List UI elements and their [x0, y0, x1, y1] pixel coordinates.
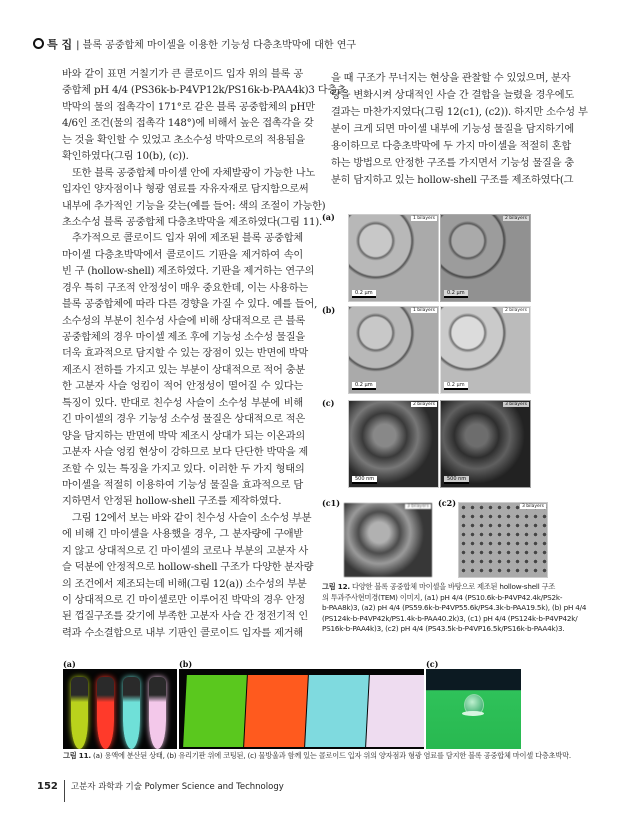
journal-name: 고분자 과학과 기술 Polymer Science and Technology	[70, 782, 284, 792]
bilayer-tag: 2 bilayers	[504, 308, 527, 313]
panel-label-a: (a)	[322, 212, 335, 222]
tem-image-b2	[440, 306, 531, 394]
scale-bar: 0.2 μm	[444, 382, 468, 390]
text-line: 4/6인 조건(물의 접촉각 148°)에 비해서 높은 접촉각을 갖	[62, 118, 314, 130]
text-line: 내부에 추가적인 기능을 갖는(예를 들어: 색의 조절이 가능한)	[62, 200, 326, 212]
text-line: 슬 덕분에 안정적으로 hollow-shell 구조가 다양한 분자량	[62, 562, 314, 574]
tem-image-c2	[458, 502, 548, 578]
tem-image-c1	[343, 502, 433, 578]
bilayer-tag: 2 bilayers	[504, 216, 527, 221]
text-line: 을 때 구조가 무너지는 현상을 관찰할 수 있었으며, 분자	[331, 73, 571, 84]
text-line: 바와 같이 표면 거칠기가 큰 콜로이드 입자 위의 블록 공	[62, 69, 303, 80]
text-line: 량을 변화시켜 상대적인 사슬 간 결합을 늘렸을 경우에도	[331, 90, 575, 101]
bilayer-tag: 3 bilayers	[504, 402, 527, 407]
coated-slide	[366, 675, 424, 747]
scale-bar: 500 nm	[352, 476, 377, 484]
right-column-text	[331, 70, 588, 189]
panel-label-c: (c)	[426, 659, 439, 669]
text-line: 마이셀 다층초박막에서 콜로이드 기판을 제거하여 속이	[62, 249, 303, 261]
photo-water-droplet	[426, 669, 521, 749]
panel-label-b: (b)	[322, 305, 336, 315]
text-line: 된 껍질구조를 갖기에 부족한 고분자 사슬 간 정전기적 인	[62, 611, 309, 623]
panel-label-c2: (c2)	[438, 498, 457, 508]
text-line: 빈 구 (hollow-shell) 제조하였다. 기판을 제거하는 연구의	[62, 266, 315, 278]
header-divider: |	[76, 40, 83, 51]
page-number: 152	[37, 781, 58, 792]
text-line: 박막의 물의 접촉각이 171°로 같은 블록 공중합체의 pH만	[62, 101, 315, 113]
text-line: 또한 블록 공중합체 마이셀 안에 자체발광이 가능한 나노	[72, 167, 316, 179]
droplet-reflection	[462, 711, 484, 716]
text-line: 추가적으로 콜로이드 입자 위에 제조된 블록 공중합체	[72, 233, 303, 245]
caption-text: (a) 용액에 분산된 상태, (b) 유리기판 위에 코팅된, (c) 물방울과 함께 있는 콜로이드 입자 위의 양자점과 형광 염료를 담지한 블록 공중합체 마이셀 다층초박막.	[90, 751, 571, 760]
text-line: 결과는 마찬가지였다(그림 12(c1), (c2)). 하지만 소수성 부	[331, 107, 588, 118]
caption-label: 그림 12.	[322, 582, 350, 591]
footer-divider	[64, 780, 65, 802]
coated-slide	[183, 675, 247, 747]
text-line: 그림 12에서 보는 바와 같이 친수성 사슬이 소수성 부분	[72, 512, 312, 524]
text-line: 의 조건에서 제조되는데 비해(그림 12(a)) 소수성의 부분	[62, 578, 307, 590]
text-line: 하는 방법으로 안정한 구조를 가지면서 기능성 물질을 충	[331, 158, 575, 169]
scale-bar: 0.2 μm	[444, 290, 468, 298]
figure-11-caption	[63, 751, 571, 762]
caption-label: 그림 11.	[63, 751, 91, 760]
caption-line: 다양한 블록 공중합체 마이셀을 바탕으로 제조된 hollow-shell 구조	[349, 582, 556, 591]
fluorescent-vial	[149, 677, 166, 749]
caption-line: 의 투과주사현미경(TEM) 이미지, (a1) pH 4/4 (PS10.6k-b-P4VP42.4k/PS2k-	[322, 592, 563, 602]
text-line: 조할 수 있는 특징을 가지고 있다. 이러한 두 가지 형태의	[62, 463, 305, 475]
figure-12-caption	[322, 582, 586, 635]
bilayer-tag: 3 bilayers	[406, 504, 429, 509]
panel-label-c: (c)	[322, 398, 335, 408]
scale-bar: 0.2 μm	[352, 290, 376, 298]
panel-label-b: (b)	[179, 659, 193, 669]
text-line: 지하면서 안정된 hollow-shell 구조를 제작하였다.	[62, 496, 282, 508]
circle-bullet-icon	[33, 38, 44, 49]
text-line: 중합체 pH 4/4 (PS36k-b-P4VP12k/PS16k-b-PAA4k)3 다층초	[62, 85, 347, 97]
text-line: 더욱 효과적으로 담지할 수 있는 장점이 있는 반면에 박막	[62, 348, 309, 360]
photo-coated-slides	[179, 669, 424, 749]
text-line: 공중합체의 경우 마이셀 제조 후에 기능성 소수성 물질을	[62, 332, 306, 343]
text-line: 분히 담지하고 있는 hollow-shell 구조를 제조하였다(그	[331, 175, 574, 186]
text-line: 에 비해 긴 마이셀을 사용했을 경우, 그 분자량에 구애받	[62, 529, 303, 541]
fluorescent-vial	[71, 677, 88, 749]
tem-image-a2	[440, 214, 531, 302]
text-line: 양을 담지하는 반면에 박막 제조시 상대가 되는 이온과의	[62, 430, 306, 442]
text-line: 마이셀을 적절히 이용하여 기능성 물질을 효과적으로 담	[62, 479, 303, 491]
bilayer-tag: 2 bilayers	[412, 402, 435, 407]
scale-bar: 0.2 μm	[352, 382, 376, 390]
text-line: 지 않고 상대적으로 긴 마이셀의 코로나 부분의 고분자 사	[62, 545, 309, 557]
tem-image-a1	[348, 214, 439, 302]
text-line: 특징이 있다. 반대로 친수성 사슬이 소수성 부분에 비해	[62, 397, 303, 409]
bilayer-tag: 1 bilayers	[412, 216, 435, 221]
text-line: 확인하였다(그림 10(b), (c)).	[62, 151, 189, 163]
text-line: 이 상대적으로 긴 마이셀로만 이루어진 박막의 경우 안정	[62, 595, 306, 606]
text-line: 경우 특히 구조적 안정성이 매우 중요한데, 이는 사용하는	[62, 282, 309, 294]
section-label: 특 집	[47, 38, 73, 51]
panel-label-c1: (c1)	[322, 498, 341, 508]
tem-image-c-2bilayers	[348, 400, 439, 488]
running-header	[33, 36, 356, 52]
bilayer-tag: 1 bilayers	[412, 308, 435, 313]
text-line: 제조시 전하를 가지고 있는 부분이 상대적으로 적어 충분	[62, 364, 306, 376]
text-line: 소수성의 부분이 친수성 사슬에 비해 상대적으로 큰 블록	[62, 315, 306, 327]
panel-label-a: (a)	[63, 659, 76, 669]
tem-image-b1	[348, 306, 439, 394]
bilayer-tag: 3 bilayers	[521, 504, 544, 509]
coated-slide	[244, 675, 308, 747]
caption-line: (PS124k-b-P4VP42k/PS1.4k-b-PAA40.2k)3, (c1) pH 4/4 (PS124k-b-P4VP42k/	[322, 613, 578, 623]
caption-line: PS16k-b-PAA4k)3, (c2) pH 4/4 (PS43.5k-b-P4VP16.5k/PS16k-b-PAA4k)3.	[322, 624, 565, 633]
text-line: 초소수성 블록 공중합체 다층초박막을 제조하였다(그림 11).	[62, 216, 323, 228]
text-line: 용이하므로 다층초박막에 두 가지 마이셀을 적절히 혼합	[331, 141, 571, 152]
text-line: 블록 공중합체에 따라 다른 경향을 가질 수 있다. 예를 들어,	[62, 299, 318, 311]
scale-bar: 500 nm	[444, 476, 469, 484]
text-line: 한 고분자 사슬 엉킴이 적어 안정성이 떨어질 수 있다는	[62, 381, 303, 393]
text-line: 입자인 양자점이나 형광 염료를 자유자재로 담지함으로써	[62, 184, 309, 196]
fluorescent-vial	[97, 677, 114, 749]
text-line: 력과 수소결합으로 내부 기판인 콜로이드 입자를 제거해	[62, 627, 303, 639]
text-line: 긴 마이셀의 경우 기능성 소수성 물질은 상대적으로 적은	[62, 414, 306, 426]
text-line: 고분자 사슬 엉킴 현상이 강하므로 보다 단단한 박막을 제	[62, 447, 309, 459]
header-title: 블록 공중합체 마이셀을 이용한 기능성 다층초박막에 대한 연구	[82, 40, 357, 51]
page-footer	[37, 780, 284, 802]
caption-line: b-PAA8k)3, (a2) pH 4/4 (PS59.6k-b-P4VP55.6k/PS4.3k-b-PAA19.5k), (b) pH 4/4	[322, 603, 587, 612]
text-line: 는 것을 확인할 수 있었고 초소수성 박막으로의 적용됨을	[62, 134, 306, 146]
text-line: 분이 크게 되면 마이셀 내부에 기능성 물질을 담지하기에	[331, 124, 575, 135]
photo-fluorescent-vials	[63, 669, 177, 749]
tem-image-c-3bilayers	[440, 400, 531, 488]
fluorescent-vial	[123, 677, 140, 749]
coated-slide	[305, 675, 369, 747]
